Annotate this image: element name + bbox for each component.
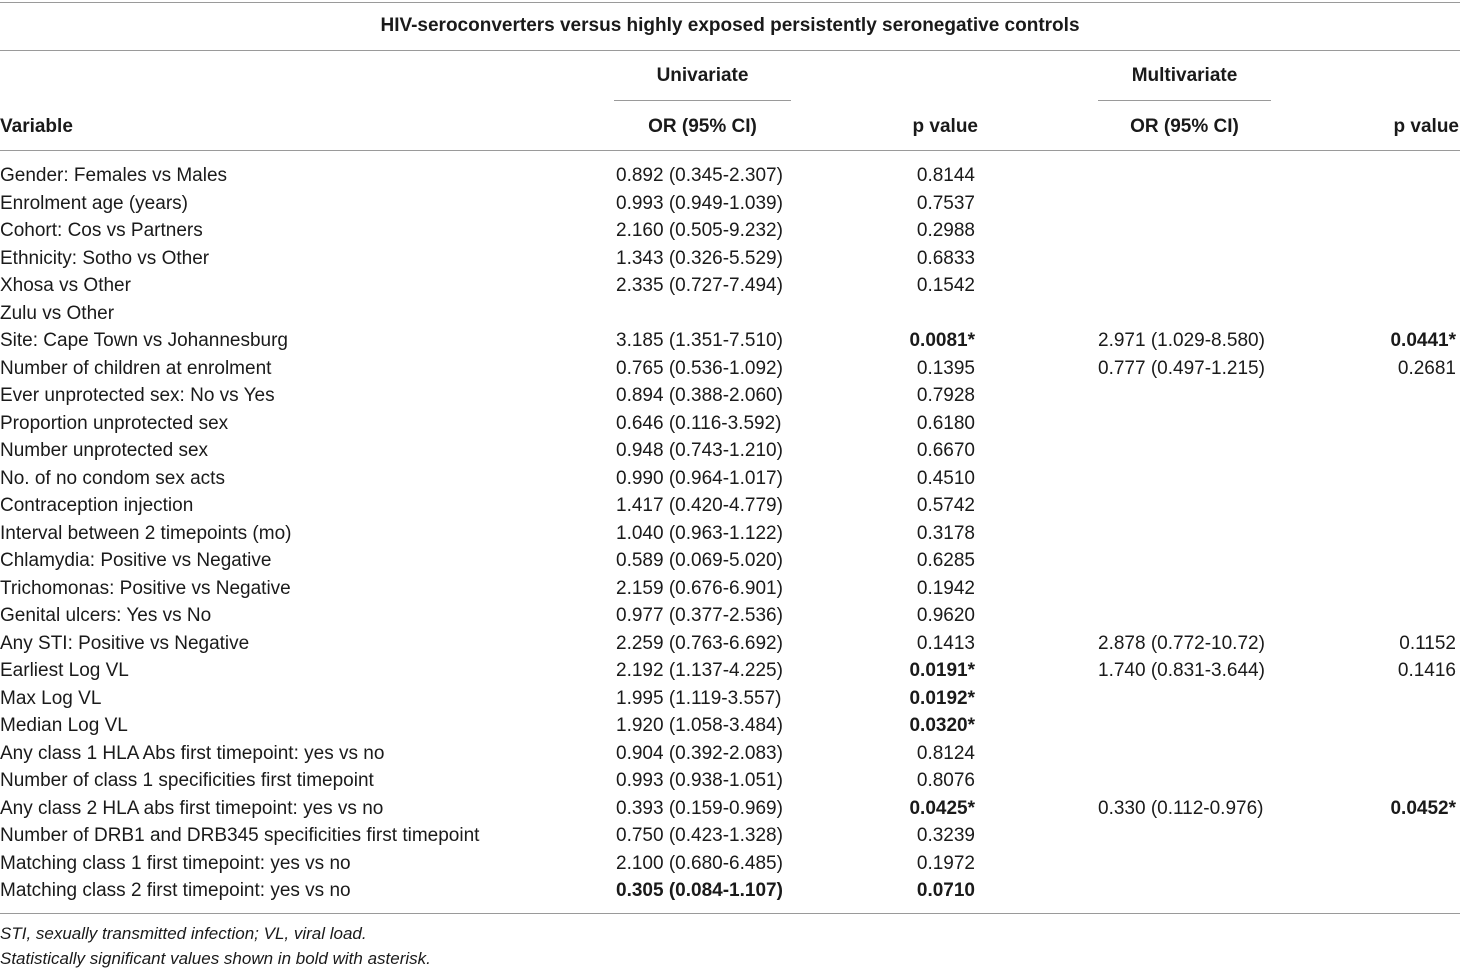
table-row (0, 162, 1460, 190)
cell-uni-p: 0.2988 (916, 220, 975, 241)
table-row (0, 300, 1460, 328)
cell-multi-p: 0.1416 (1397, 660, 1456, 681)
table-row (0, 492, 1460, 520)
cell-uni-or: 3.185 (1.351-7.510) (616, 330, 783, 351)
cell-uni-or: 0.904 (0.392-2.083) (616, 742, 783, 764)
cell-uni-or: 0.993 (0.949-1.039) (616, 192, 783, 214)
cell-uni-p: 0.6180 (916, 412, 975, 434)
table-row (0, 437, 1460, 465)
cell-uni-p: 0.0081* (909, 330, 975, 351)
cell-variable: Matching class 1 first timepoint: yes vs no (0, 852, 351, 874)
cell-uni-p: 0.1395 (916, 357, 975, 379)
cell-variable: Zulu vs Other (0, 302, 115, 324)
cell-variable: Ever unprotected sex: No vs Yes (0, 385, 275, 406)
cell-uni-p: 0.6670 (916, 440, 975, 461)
univariate-underline (614, 100, 791, 101)
table-row (0, 602, 1460, 630)
cell-uni-p: 0.4510 (916, 467, 975, 489)
cell-multi-or: 0.777 (0.497-1.215) (1098, 357, 1265, 379)
cell-uni-or: 0.750 (0.423-1.328) (616, 825, 783, 846)
table-row (0, 190, 1460, 218)
cell-uni-p: 0.6833 (916, 247, 975, 269)
title-rule (0, 50, 1460, 51)
cell-variable: Proportion unprotected sex (0, 412, 229, 434)
cell-uni-or: 2.100 (0.680-6.485) (616, 852, 783, 874)
cell-uni-or: 0.646 (0.116-3.592) (616, 412, 782, 434)
cell-multi-p: 0.0441* (1390, 330, 1456, 351)
header-rule (0, 150, 1460, 151)
cell-uni-or: 1.920 (1.058-3.484) (616, 715, 783, 736)
cell-multi-or: 0.330 (0.112-0.976) (1098, 797, 1264, 819)
cell-uni-p: 0.1942 (916, 577, 975, 599)
cell-uni-p: 0.0320* (909, 715, 975, 736)
column-header-uni-p: p value (912, 116, 978, 137)
cell-uni-or: 1.343 (0.326-5.529) (616, 247, 783, 269)
cell-uni-or: 1.040 (0.963-1.122) (616, 522, 783, 544)
cell-variable: Matching class 2 first timepoint: yes vs no (0, 880, 351, 901)
top-rule (0, 2, 1460, 3)
table-row (0, 520, 1460, 548)
cell-uni-p: 0.8124 (916, 742, 975, 764)
cell-multi-or: 2.971 (1.029-8.580) (1098, 330, 1265, 351)
cell-uni-p: 0.8144 (916, 165, 975, 186)
cell-variable: Xhosa vs Other (0, 275, 131, 296)
cell-variable: Interval between 2 timepoints (mo) (0, 522, 292, 544)
cell-variable: Chlamydia: Positive vs Negative (0, 550, 272, 571)
cell-uni-p: 0.3239 (916, 825, 975, 846)
table-row (0, 575, 1460, 603)
cell-uni-or: 0.993 (0.938-1.051) (616, 770, 783, 791)
table-row (0, 767, 1460, 795)
cell-variable: Ethnicity: Sotho vs Other (0, 247, 210, 269)
group-header-multivariate: Multivariate (1131, 65, 1238, 86)
table-row (0, 382, 1460, 410)
table-row (0, 877, 1460, 905)
cell-variable: Earliest Log VL (0, 660, 129, 681)
table-row (0, 740, 1460, 768)
cell-variable: Any class 2 HLA abs first timepoint: yes vs no (0, 797, 384, 819)
table-row (0, 822, 1460, 850)
cell-multi-p: 0.0452* (1390, 797, 1456, 819)
cell-variable: Any STI: Positive vs Negative (0, 632, 250, 654)
cell-uni-p: 0.1972 (916, 852, 975, 874)
cell-multi-p: 0.1152 (1399, 632, 1456, 654)
cell-uni-or: 2.159 (0.676-6.901) (616, 577, 783, 599)
cell-variable: Number of class 1 specificities first timepoint (0, 770, 374, 791)
table-row (0, 850, 1460, 878)
cell-uni-p: 0.1542 (916, 275, 975, 296)
cell-uni-p: 0.8076 (916, 770, 975, 791)
cell-uni-or: 2.259 (0.763-6.692) (616, 632, 783, 654)
column-header-multi-or: OR (95% CI) (1130, 116, 1239, 137)
cell-uni-p: 0.1413 (916, 632, 975, 654)
cell-uni-or: 2.335 (0.727-7.494) (616, 275, 783, 296)
column-header-uni-or: OR (95% CI) (648, 116, 757, 137)
cell-uni-or: 0.589 (0.069-5.020) (616, 550, 783, 571)
cell-variable: Trichomonas: Positive vs Negative (0, 577, 291, 599)
table-row (0, 657, 1460, 685)
cell-multi-or: 2.878 (0.772-10.72) (1098, 632, 1265, 654)
table-row (0, 547, 1460, 575)
footnote: Statistically significant values shown in bold with asterisk. (0, 949, 431, 968)
cell-variable: Any class 1 HLA Abs first timepoint: yes vs no (0, 742, 385, 764)
cell-uni-or: 2.160 (0.505-9.232) (616, 220, 783, 241)
cell-variable: Max Log VL (0, 687, 102, 709)
cell-variable: Enrolment age (years) (0, 192, 188, 214)
cell-variable: Gender: Females vs Males (0, 165, 228, 186)
cell-uni-p: 0.0191* (909, 660, 975, 681)
cell-variable: Median Log VL (0, 715, 128, 736)
table-row (0, 355, 1460, 383)
cell-variable: Cohort: Cos vs Partners (0, 220, 203, 241)
table-row (0, 272, 1460, 300)
column-header-multi-p: p value (1393, 116, 1459, 137)
cell-uni-or: 0.393 (0.159-0.969) (616, 797, 783, 819)
cell-variable: Number unprotected sex (0, 440, 209, 461)
cell-uni-or: 1.995 (1.119-3.557) (616, 687, 782, 709)
cell-variable: Number of children at enrolment (0, 357, 272, 379)
cell-uni-p: 0.5742 (916, 495, 975, 516)
cell-variable: Site: Cape Town vs Johannesburg (0, 330, 288, 351)
cell-variable: Contraception injection (0, 495, 194, 516)
multivariate-underline (1098, 100, 1271, 101)
cell-uni-or: 0.948 (0.743-1.210) (616, 440, 783, 461)
cell-uni-p: 0.0710 (916, 880, 975, 901)
cell-uni-or: 0.305 (0.084-1.107) (616, 880, 783, 901)
cell-uni-or: 0.894 (0.388-2.060) (616, 385, 783, 406)
cell-variable: No. of no condom sex acts (0, 467, 225, 489)
cell-variable: Number of DRB1 and DRB345 specificities first timepoint (0, 825, 480, 846)
cell-variable: Genital ulcers: Yes vs No (0, 605, 212, 626)
cell-uni-p: 0.0425* (909, 797, 975, 819)
cell-uni-or: 0.892 (0.345-2.307) (616, 165, 783, 186)
table-title: HIV-seroconverters versus highly exposed persistently seronegative controls (380, 15, 1080, 36)
cell-uni-or: 0.765 (0.536-1.092) (616, 357, 783, 379)
cell-multi-or: 1.740 (0.831-3.644) (1098, 660, 1265, 681)
footnote: STI, sexually transmitted infection; VL, viral load. (0, 924, 367, 943)
cell-uni-p: 0.9620 (916, 605, 975, 626)
cell-uni-or: 2.192 (1.137-4.225) (616, 660, 783, 681)
table-row (0, 410, 1460, 438)
column-header-variable: Variable (0, 116, 73, 137)
table-row (0, 465, 1460, 493)
table-row (0, 245, 1460, 273)
table-row (0, 630, 1460, 658)
cell-uni-p: 0.6285 (916, 550, 975, 571)
cell-uni-p: 0.0192* (909, 687, 975, 709)
table-row (0, 685, 1460, 713)
cell-uni-p: 0.3178 (916, 522, 975, 544)
group-header-univariate: Univariate (656, 65, 749, 86)
cell-uni-p: 0.7928 (916, 385, 975, 406)
bottom-rule (0, 913, 1460, 914)
cell-uni-or: 0.990 (0.964-1.017) (616, 467, 783, 489)
table-row (0, 327, 1460, 355)
table-row (0, 712, 1460, 740)
cell-multi-p: 0.2681 (1397, 357, 1456, 379)
cell-uni-p: 0.7537 (916, 192, 975, 214)
table-row (0, 795, 1460, 823)
cell-uni-or: 1.417 (0.420-4.779) (616, 495, 783, 516)
cell-uni-or: 0.977 (0.377-2.536) (616, 605, 783, 626)
table-row (0, 217, 1460, 245)
